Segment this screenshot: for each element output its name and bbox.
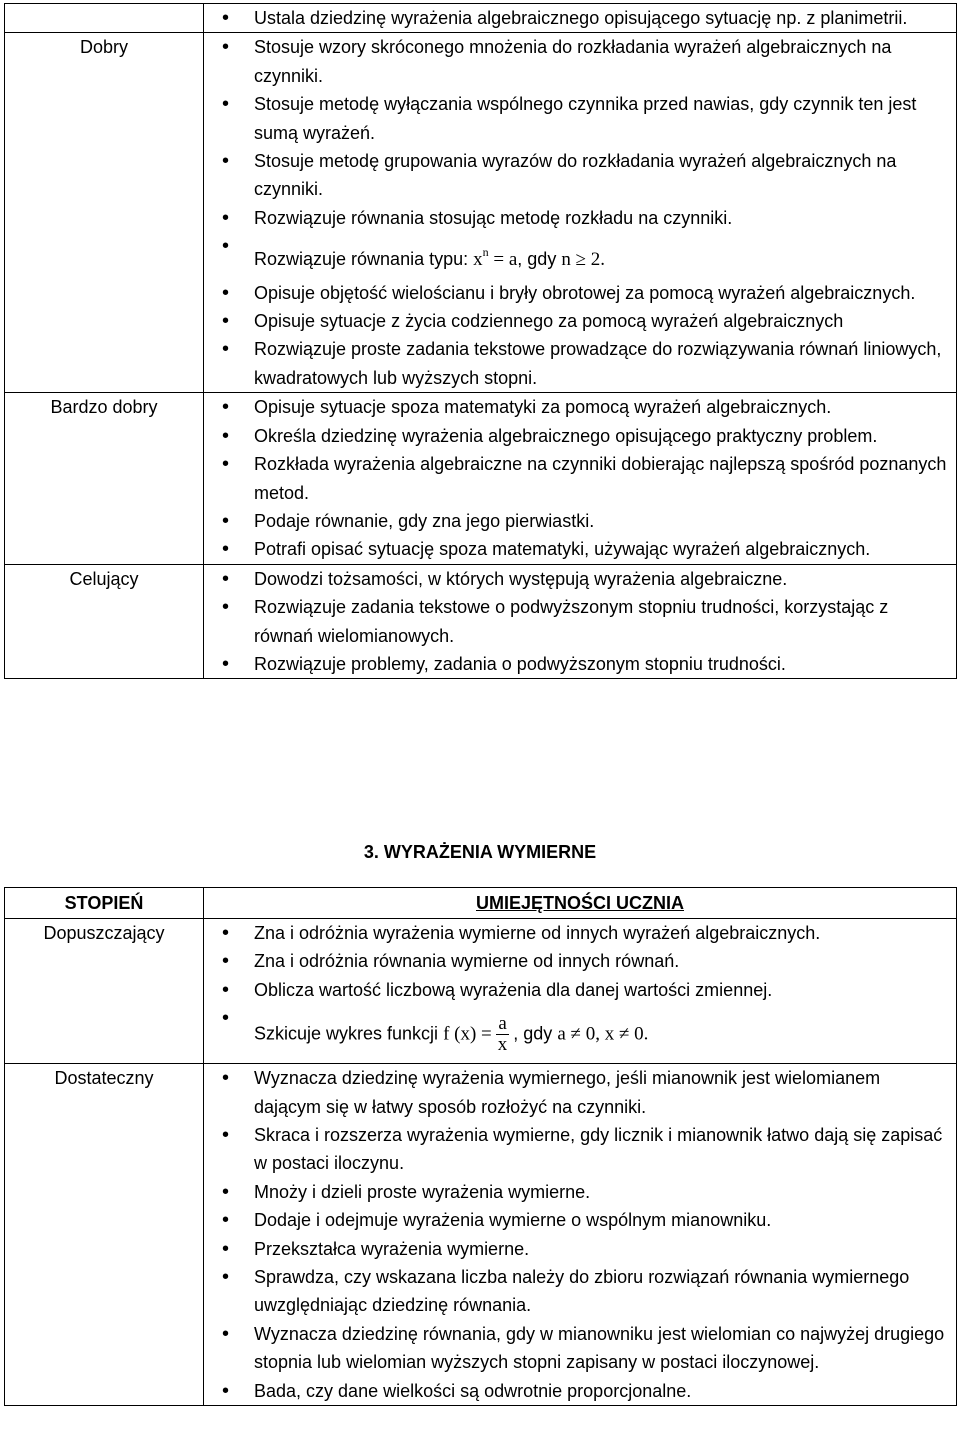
- list-item: • Określa dziedzinę wyrażenia algebraicznego opisującego praktyczny problem.: [204, 422, 956, 450]
- formula-condition: a ≠ 0, x ≠ 0.: [557, 1023, 649, 1045]
- list-item: • Opisuje sytuacje spoza matematyki za pomocą wyrażeń algebraicznych.: [204, 393, 956, 421]
- skills-cell: [204, 1064, 957, 1406]
- table-row: [5, 1064, 957, 1406]
- skills-cell: [204, 564, 957, 679]
- fraction-numerator: a: [496, 1014, 510, 1035]
- formula-equation: [473, 245, 518, 271]
- list-item: • Wyznacza dziedzinę równania, gdy w mianowniku jest wielomian co najwyżej drugiego stopnia lub wielomian wyższych stopni zapisany w postaci iloczynowej.: [204, 1320, 956, 1377]
- list-item-formula: [204, 1004, 956, 1063]
- formula-condition: n ≥ 2.: [561, 249, 606, 271]
- requirements-table-bottom: [4, 887, 957, 1406]
- section-title: 3. WYRAŻENIA WYMIERNE: [363, 842, 597, 862]
- formula-base: x: [473, 249, 483, 271]
- table-row: [5, 33, 957, 393]
- list-item: • Opisuje objętość wielościanu i bryły obrotowej za pomocą wyrażeń algebraicznych.: [204, 279, 956, 307]
- column-header-skills: UMIEJĘTNOŚCI UCZNIA: [204, 888, 957, 919]
- table-row: [5, 919, 957, 1064]
- list-item: • Opisuje sytuacje z życia codziennego za pomocą wyrażeń algebraicznych: [204, 307, 956, 335]
- list-item: • Stosuje metodę grupowania wyrazów do rozkładania wyrażeń algebraicznych na czynniki.: [204, 147, 956, 204]
- grade-cell: Dobry: [5, 33, 204, 393]
- grade-cell: Celujący: [5, 564, 204, 679]
- list-item: • Oblicza wartość liczbową wyrażenia dla danej wartości zmiennej.: [204, 976, 956, 1004]
- formula-prefix: Szkicuje wykres funkcji: [254, 1023, 439, 1044]
- formula-fraction: [496, 1014, 510, 1055]
- grade-cell: Dostateczny: [5, 1064, 204, 1406]
- list-item: • Dowodzi tożsamości, w których występują wyrażenia algebraiczne.: [204, 565, 956, 593]
- formula-mid: , gdy: [513, 1023, 553, 1044]
- formula-lhs: f (x) =: [443, 1023, 492, 1045]
- list-item: • Stosuje metodę wyłączania wspólnego czynnika przed nawias, gdy czynnik ten jest sumą wyrażeń.: [204, 90, 956, 147]
- list-item: • Bada, czy dane wielkości są odwrotnie proporcjonalne.: [204, 1377, 956, 1405]
- formula-prefix: Rozwiązuje równania typu:: [254, 249, 469, 270]
- list-item: • Mnoży i dzieli proste wyrażenia wymierne.: [204, 1178, 956, 1206]
- table-row: [5, 564, 957, 679]
- skills-cell: [204, 33, 957, 393]
- list-item: • Rozkłada wyrażenia algebraiczne na czynniki dobierając najlepszą spośród poznanych metod.: [204, 450, 956, 507]
- list-item: • Rozwiązuje równania stosując metodę rozkładu na czynniki.: [204, 204, 956, 232]
- formula-exponent: n: [482, 245, 489, 260]
- list-item: • Zna i odróżnia równania wymierne od innych równań.: [204, 947, 956, 975]
- table-row: [5, 4, 957, 33]
- list-item: • Zna i odróżnia wyrażenia wymierne od innych wyrażeń algebraicznych.: [204, 919, 956, 947]
- grade-cell: Dopuszczający: [5, 919, 204, 1064]
- grade-cell: [5, 4, 204, 33]
- list-item: • Sprawdza, czy wskazana liczba należy do zbioru rozwiązań równania wymiernego uwzględniając dziedzinę równania.: [204, 1263, 956, 1320]
- list-item: • Rozwiązuje proste zadania tekstowe prowadzące do rozwiązywania równań liniowych, kwadratowych lub wyższych stopni.: [204, 335, 956, 392]
- formula-mid: , gdy: [517, 249, 557, 270]
- list-item-formula: [204, 232, 956, 278]
- list-item: • Skraca i rozszerza wyrażenia wymierne, gdy licznik i mianownik łatwo dają się zapisać w postaci iloczynu.: [204, 1121, 956, 1178]
- list-item: • Dodaje i odejmuje wyrażenia wymierne o wspólnym mianowniku.: [204, 1206, 956, 1234]
- table-row: [5, 393, 957, 564]
- list-item: • Przekształca wyrażenia wymierne.: [204, 1235, 956, 1263]
- list-item: • Potrafi opisać sytuację spoza matematyki, używając wyrażeń algebraicznych.: [204, 535, 956, 563]
- table-header-row: [5, 888, 957, 919]
- list-item: • Wyznacza dziedzinę wyrażenia wymiernego, jeśli mianownik jest wielomianem dającym się w łatwy sposób rozłożyć na czynniki.: [204, 1064, 956, 1121]
- requirements-table-top: [4, 3, 957, 679]
- fraction-denominator: x: [497, 1034, 508, 1056]
- grade-cell: Bardzo dobry: [5, 393, 204, 564]
- skills-cell: [204, 393, 957, 564]
- list-item: • Rozwiązuje zadania tekstowe o podwyższonym stopniu trudności, korzystając z równań wielomianowych.: [204, 593, 956, 650]
- list-item: • Rozwiązuje problemy, zadania o podwyższonym stopniu trudności.: [204, 650, 956, 678]
- formula-rhs: = a: [493, 249, 518, 271]
- list-item: • Podaje równanie, gdy zna jego pierwiastki.: [204, 507, 956, 535]
- skills-cell: [204, 919, 957, 1064]
- column-header-grade: STOPIEŃ: [5, 888, 204, 919]
- list-item: • Ustala dziedzinę wyrażenia algebraicznego opisującego sytuację np. z planimetrii.: [204, 4, 956, 32]
- skills-cell: [204, 4, 957, 33]
- list-item: • Stosuje wzory skróconego mnożenia do rozkładania wyrażeń algebraicznych na czynniki.: [204, 33, 956, 90]
